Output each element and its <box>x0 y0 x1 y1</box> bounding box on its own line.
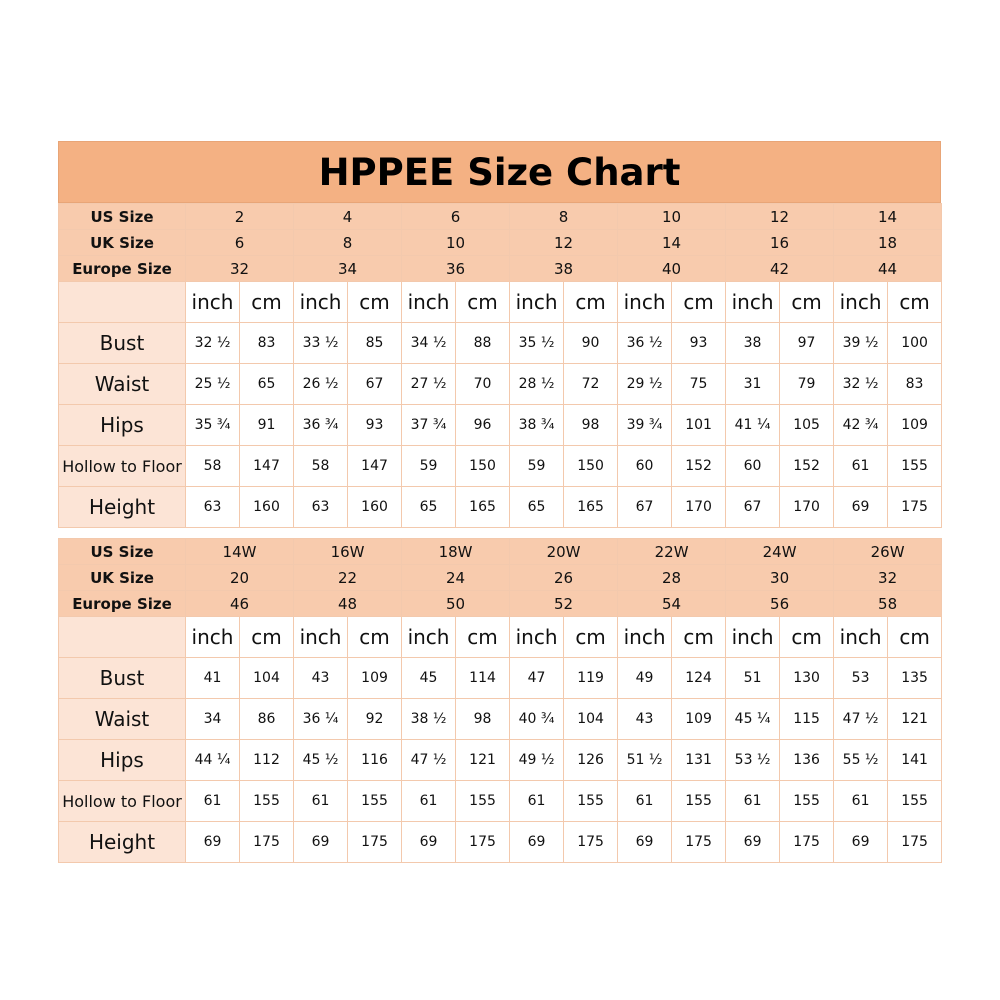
size-table-2 <box>58 538 942 863</box>
table-row <box>59 446 942 487</box>
measurement-value: 100 <box>888 323 942 364</box>
measurement-value: 175 <box>564 822 618 863</box>
measurement-value: 67 <box>618 487 672 528</box>
measurement-value: 45 ¼ <box>726 699 780 740</box>
measurement-value: 61 <box>618 781 672 822</box>
measurement-value: 98 <box>456 699 510 740</box>
europe-size-value: 50 <box>402 591 510 617</box>
measurement-label: Hollow to Floor <box>59 781 186 822</box>
unit-label: inch <box>726 617 780 658</box>
unit-label: inch <box>726 282 780 323</box>
measurement-value: 170 <box>672 487 726 528</box>
unit-label: cm <box>564 282 618 323</box>
measurement-value: 93 <box>348 405 402 446</box>
us-size-value: 14 <box>834 204 942 230</box>
europe-size-label: Europe Size <box>59 591 186 617</box>
europe-size-value: 40 <box>618 256 726 282</box>
unit-label: inch <box>510 617 564 658</box>
europe-size-value: 42 <box>726 256 834 282</box>
measurement-value: 170 <box>780 487 834 528</box>
measurement-value: 130 <box>780 658 834 699</box>
europe-size-label: Europe Size <box>59 256 186 282</box>
table-row <box>59 658 942 699</box>
unit-label: cm <box>240 617 294 658</box>
measurement-value: 83 <box>888 364 942 405</box>
us-size-value: 2 <box>186 204 294 230</box>
measurement-value: 70 <box>456 364 510 405</box>
measurement-value: 61 <box>294 781 348 822</box>
measurement-label: Height <box>59 487 186 528</box>
measurement-value: 63 <box>186 487 240 528</box>
measurement-value: 86 <box>240 699 294 740</box>
us-size-value: 24W <box>726 539 834 565</box>
unit-label: cm <box>780 282 834 323</box>
measurement-value: 69 <box>402 822 456 863</box>
measurement-value: 126 <box>564 740 618 781</box>
measurement-value: 121 <box>456 740 510 781</box>
measurement-value: 155 <box>564 781 618 822</box>
table-gap <box>58 528 941 538</box>
measurement-value: 35 ½ <box>510 323 564 364</box>
measurement-value: 155 <box>456 781 510 822</box>
measurement-value: 40 ¾ <box>510 699 564 740</box>
measurement-value: 32 ½ <box>186 323 240 364</box>
chart-title: HPPEE Size Chart <box>58 141 941 203</box>
measurement-value: 36 ½ <box>618 323 672 364</box>
table-row <box>59 405 942 446</box>
measurement-label: Waist <box>59 699 186 740</box>
measurement-value: 90 <box>564 323 618 364</box>
measurement-value: 91 <box>240 405 294 446</box>
table-row <box>59 822 942 863</box>
measurement-value: 65 <box>510 487 564 528</box>
measurement-value: 49 ½ <box>510 740 564 781</box>
europe-size-value: 34 <box>294 256 402 282</box>
us-size-value: 8 <box>510 204 618 230</box>
measurement-value: 85 <box>348 323 402 364</box>
measurement-value: 34 <box>186 699 240 740</box>
measurement-value: 61 <box>510 781 564 822</box>
unit-label: cm <box>672 282 726 323</box>
europe-size-value: 54 <box>618 591 726 617</box>
measurement-value: 115 <box>780 699 834 740</box>
table-row <box>59 740 942 781</box>
measurement-label: Hips <box>59 405 186 446</box>
measurement-value: 141 <box>888 740 942 781</box>
measurement-value: 105 <box>780 405 834 446</box>
europe-size-row <box>59 256 942 282</box>
measurement-value: 131 <box>672 740 726 781</box>
unit-label: inch <box>510 282 564 323</box>
uk-size-value: 6 <box>186 230 294 256</box>
measurement-value: 69 <box>186 822 240 863</box>
measurement-label: Hips <box>59 740 186 781</box>
measurement-value: 53 <box>834 658 888 699</box>
measurement-value: 32 ½ <box>834 364 888 405</box>
measurement-label: Bust <box>59 658 186 699</box>
measurement-value: 47 ½ <box>402 740 456 781</box>
measurement-value: 92 <box>348 699 402 740</box>
unit-row-label-blank <box>59 282 186 323</box>
measurement-value: 175 <box>456 822 510 863</box>
uk-size-value: 10 <box>402 230 510 256</box>
measurement-value: 88 <box>456 323 510 364</box>
measurement-value: 61 <box>834 781 888 822</box>
measurement-value: 42 ¾ <box>834 405 888 446</box>
us-size-value: 14W <box>186 539 294 565</box>
measurement-value: 26 ½ <box>294 364 348 405</box>
measurement-label: Waist <box>59 364 186 405</box>
tables-container <box>58 203 941 863</box>
measurement-value: 47 ½ <box>834 699 888 740</box>
measurement-value: 63 <box>294 487 348 528</box>
measurement-value: 61 <box>726 781 780 822</box>
unit-label: inch <box>186 617 240 658</box>
measurement-value: 155 <box>888 446 942 487</box>
table-row <box>59 781 942 822</box>
unit-label: cm <box>672 617 726 658</box>
measurement-value: 39 ½ <box>834 323 888 364</box>
measurement-value: 34 ½ <box>402 323 456 364</box>
measurement-value: 121 <box>888 699 942 740</box>
measurement-value: 136 <box>780 740 834 781</box>
measurement-value: 38 ½ <box>402 699 456 740</box>
measurement-value: 43 <box>618 699 672 740</box>
uk-size-value: 32 <box>834 565 942 591</box>
unit-label: inch <box>618 282 672 323</box>
measurement-value: 65 <box>240 364 294 405</box>
measurement-value: 45 ½ <box>294 740 348 781</box>
unit-label: cm <box>456 282 510 323</box>
uk-size-value: 20 <box>186 565 294 591</box>
measurement-value: 59 <box>402 446 456 487</box>
measurement-value: 155 <box>780 781 834 822</box>
europe-size-row <box>59 591 942 617</box>
measurement-value: 33 ½ <box>294 323 348 364</box>
unit-label: cm <box>564 617 618 658</box>
unit-label: inch <box>834 617 888 658</box>
measurement-value: 69 <box>726 822 780 863</box>
measurement-value: 65 <box>402 487 456 528</box>
unit-label: inch <box>402 282 456 323</box>
measurement-value: 69 <box>510 822 564 863</box>
measurement-value: 31 <box>726 364 780 405</box>
measurement-value: 147 <box>240 446 294 487</box>
measurement-value: 25 ½ <box>186 364 240 405</box>
measurement-value: 60 <box>618 446 672 487</box>
europe-size-value: 58 <box>834 591 942 617</box>
measurement-value: 53 ½ <box>726 740 780 781</box>
measurement-value: 45 <box>402 658 456 699</box>
table-row <box>59 364 942 405</box>
measurement-value: 109 <box>888 405 942 446</box>
measurement-value: 37 ¾ <box>402 405 456 446</box>
measurement-value: 41 <box>186 658 240 699</box>
measurement-value: 60 <box>726 446 780 487</box>
us-size-value: 6 <box>402 204 510 230</box>
europe-size-value: 56 <box>726 591 834 617</box>
uk-size-value: 22 <box>294 565 402 591</box>
measurement-value: 61 <box>834 446 888 487</box>
us-size-value: 18W <box>402 539 510 565</box>
us-size-value: 10 <box>618 204 726 230</box>
measurement-value: 150 <box>564 446 618 487</box>
uk-size-value: 8 <box>294 230 402 256</box>
uk-size-value: 30 <box>726 565 834 591</box>
measurement-value: 28 ½ <box>510 364 564 405</box>
measurement-value: 72 <box>564 364 618 405</box>
measurement-value: 36 ¾ <box>294 405 348 446</box>
uk-size-value: 14 <box>618 230 726 256</box>
measurement-value: 67 <box>348 364 402 405</box>
us-size-value: 26W <box>834 539 942 565</box>
unit-label: cm <box>888 282 942 323</box>
uk-size-label: UK Size <box>59 230 186 256</box>
measurement-value: 41 ¼ <box>726 405 780 446</box>
measurement-value: 38 <box>726 323 780 364</box>
unit-label: inch <box>834 282 888 323</box>
measurement-value: 101 <box>672 405 726 446</box>
us-size-row <box>59 204 942 230</box>
measurement-value: 119 <box>564 658 618 699</box>
measurement-value: 109 <box>672 699 726 740</box>
measurement-value: 36 ¼ <box>294 699 348 740</box>
uk-size-label: UK Size <box>59 565 186 591</box>
measurement-value: 175 <box>888 487 942 528</box>
unit-label: inch <box>618 617 672 658</box>
measurement-value: 165 <box>456 487 510 528</box>
unit-label: inch <box>186 282 240 323</box>
measurement-value: 135 <box>888 658 942 699</box>
measurement-value: 104 <box>240 658 294 699</box>
us-size-label: US Size <box>59 204 186 230</box>
unit-label: inch <box>402 617 456 658</box>
measurement-value: 165 <box>564 487 618 528</box>
us-size-value: 20W <box>510 539 618 565</box>
unit-label: cm <box>348 617 402 658</box>
measurement-value: 104 <box>564 699 618 740</box>
measurement-value: 98 <box>564 405 618 446</box>
measurement-value: 160 <box>348 487 402 528</box>
measurement-value: 155 <box>672 781 726 822</box>
europe-size-value: 36 <box>402 256 510 282</box>
uk-size-value: 12 <box>510 230 618 256</box>
measurement-value: 69 <box>834 487 888 528</box>
measurement-value: 155 <box>240 781 294 822</box>
unit-label: cm <box>888 617 942 658</box>
measurement-value: 155 <box>888 781 942 822</box>
us-size-value: 16W <box>294 539 402 565</box>
measurement-value: 175 <box>348 822 402 863</box>
measurement-value: 152 <box>672 446 726 487</box>
uk-size-value: 26 <box>510 565 618 591</box>
europe-size-value: 32 <box>186 256 294 282</box>
us-size-row <box>59 539 942 565</box>
measurement-value: 69 <box>294 822 348 863</box>
measurement-value: 116 <box>348 740 402 781</box>
uk-size-row <box>59 230 942 256</box>
unit-label: cm <box>240 282 294 323</box>
measurement-value: 69 <box>834 822 888 863</box>
measurement-value: 61 <box>402 781 456 822</box>
measurement-value: 43 <box>294 658 348 699</box>
unit-row-label-blank <box>59 617 186 658</box>
europe-size-value: 44 <box>834 256 942 282</box>
unit-label: cm <box>456 617 510 658</box>
us-size-value: 22W <box>618 539 726 565</box>
measurement-label: Height <box>59 822 186 863</box>
measurement-value: 38 ¾ <box>510 405 564 446</box>
measurement-value: 93 <box>672 323 726 364</box>
table-row <box>59 487 942 528</box>
measurement-value: 51 ½ <box>618 740 672 781</box>
measurement-value: 175 <box>888 822 942 863</box>
measurement-value: 61 <box>186 781 240 822</box>
uk-size-value: 28 <box>618 565 726 591</box>
measurement-value: 29 ½ <box>618 364 672 405</box>
measurement-value: 147 <box>348 446 402 487</box>
europe-size-value: 38 <box>510 256 618 282</box>
unit-label: inch <box>294 282 348 323</box>
measurement-value: 39 ¾ <box>618 405 672 446</box>
europe-size-value: 52 <box>510 591 618 617</box>
table-row <box>59 323 942 364</box>
measurement-value: 44 ¼ <box>186 740 240 781</box>
measurement-label: Hollow to Floor <box>59 446 186 487</box>
measurement-value: 49 <box>618 658 672 699</box>
us-size-value: 12 <box>726 204 834 230</box>
unit-label: cm <box>780 617 834 658</box>
measurement-value: 59 <box>510 446 564 487</box>
uk-size-value: 24 <box>402 565 510 591</box>
measurement-value: 51 <box>726 658 780 699</box>
measurement-value: 175 <box>672 822 726 863</box>
europe-size-value: 46 <box>186 591 294 617</box>
measurement-label: Bust <box>59 323 186 364</box>
measurement-value: 160 <box>240 487 294 528</box>
measurement-value: 150 <box>456 446 510 487</box>
unit-label: inch <box>294 617 348 658</box>
measurement-value: 175 <box>780 822 834 863</box>
us-size-value: 4 <box>294 204 402 230</box>
measurement-value: 124 <box>672 658 726 699</box>
unit-label: cm <box>348 282 402 323</box>
measurement-value: 67 <box>726 487 780 528</box>
measurement-value: 114 <box>456 658 510 699</box>
measurement-value: 83 <box>240 323 294 364</box>
uk-size-row <box>59 565 942 591</box>
unit-row <box>59 282 942 323</box>
measurement-value: 35 ¾ <box>186 405 240 446</box>
measurement-value: 155 <box>348 781 402 822</box>
measurement-value: 58 <box>186 446 240 487</box>
measurement-value: 97 <box>780 323 834 364</box>
measurement-value: 47 <box>510 658 564 699</box>
us-size-label: US Size <box>59 539 186 565</box>
measurement-value: 75 <box>672 364 726 405</box>
measurement-value: 27 ½ <box>402 364 456 405</box>
measurement-value: 152 <box>780 446 834 487</box>
measurement-value: 69 <box>618 822 672 863</box>
measurement-value: 96 <box>456 405 510 446</box>
size-table-1 <box>58 203 942 528</box>
measurement-value: 175 <box>240 822 294 863</box>
measurement-value: 79 <box>780 364 834 405</box>
uk-size-value: 16 <box>726 230 834 256</box>
uk-size-value: 18 <box>834 230 942 256</box>
measurement-value: 55 ½ <box>834 740 888 781</box>
table-row <box>59 699 942 740</box>
measurement-value: 109 <box>348 658 402 699</box>
measurement-value: 112 <box>240 740 294 781</box>
europe-size-value: 48 <box>294 591 402 617</box>
size-chart <box>58 141 941 863</box>
unit-row <box>59 617 942 658</box>
measurement-value: 58 <box>294 446 348 487</box>
